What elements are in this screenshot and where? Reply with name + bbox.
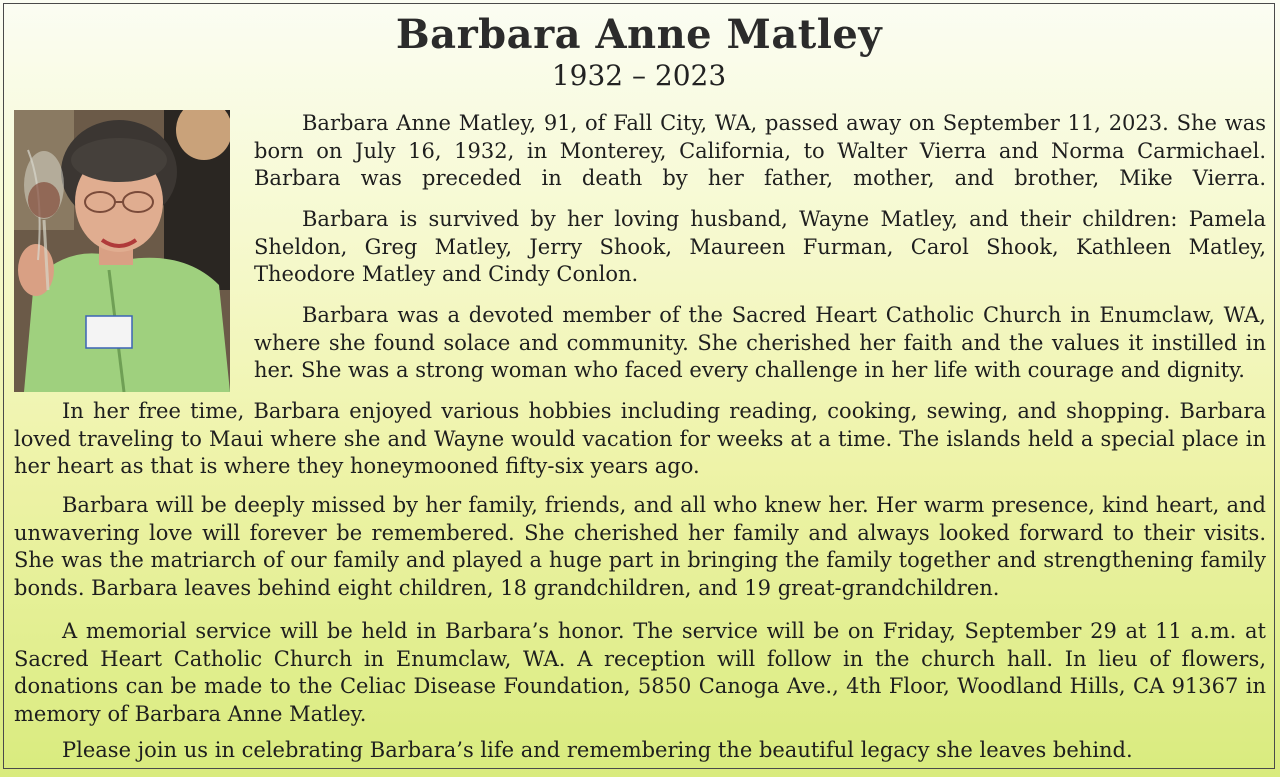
obituary-years: 1932 – 2023 [551, 59, 727, 92]
paragraph-intro: Barbara Anne Matley, 91, of Fall City, WA, passed away on September 11, 2023. She was born on July 16, 1932, in Monterey, California, to Walter Vierra and Norma Carmichael. Barbara was preceded in death by her father, mother, and brother, Mike Vierra. [254, 111, 1266, 190]
portrait-photo [14, 110, 230, 392]
paragraph-closing: Please join us in celebrating Barbara’s life and remembering the beautiful legacy she leaves behind. [62, 738, 1133, 762]
paragraph-memorial-service: A memorial service will be held in Barbara’s honor. The service will be on Friday, September 29 at 11 a.m. at Sacred Heart Catholic Church in Enumclaw, WA. A reception will follow in the church hall. In lieu of flowers, donations can be made to the Celiac Disease Foundation, 5850 Canoga Ave., 4th Floor, Woodland Hills, CA 91367 in memory of Barbara Anne Matley. [14, 619, 1266, 726]
paragraph-survived-by: Barbara is survived by her loving husband, Wayne Matley, and their children: Pamela Sheldon, Greg Matley, Jerry Shook, Maureen Furman, Carol Shook, Kathleen Matley, Theodore Matley and Cindy Conlon. [254, 207, 1266, 286]
paragraph-family: Barbara will be deeply missed by her family, friends, and all who knew her. Her warm presence, kind heart, and unwavering love will forever be remembered. She cherished her family and always looked forward to their visits. She was the matriarch of our family and played a huge part in bringing the family together and strengthening family bonds. Barbara leaves behind eight children, 18 grandchildren, and 19 great-grandchildren. [14, 493, 1266, 600]
paragraph-faith: Barbara was a devoted member of the Sacred Heart Catholic Church in Enumclaw, WA, where she found solace and community. She cherished her faith and the values it instilled in her. She was a strong woman who faced every challenge in her life with courage and dignity. [254, 303, 1266, 382]
paragraph-hobbies: In her free time, Barbara enjoyed various hobbies including reading, cooking, sewing, and shopping. Barbara loved traveling to Maui where she and Wayne would vacation for weeks at a time. The islands held a special place in her heart as that is where they honeymooned fifty-six years ago. [14, 399, 1266, 478]
obituary-title: Barbara Anne Matley [395, 11, 883, 58]
obituary-page [3, 3, 1275, 769]
